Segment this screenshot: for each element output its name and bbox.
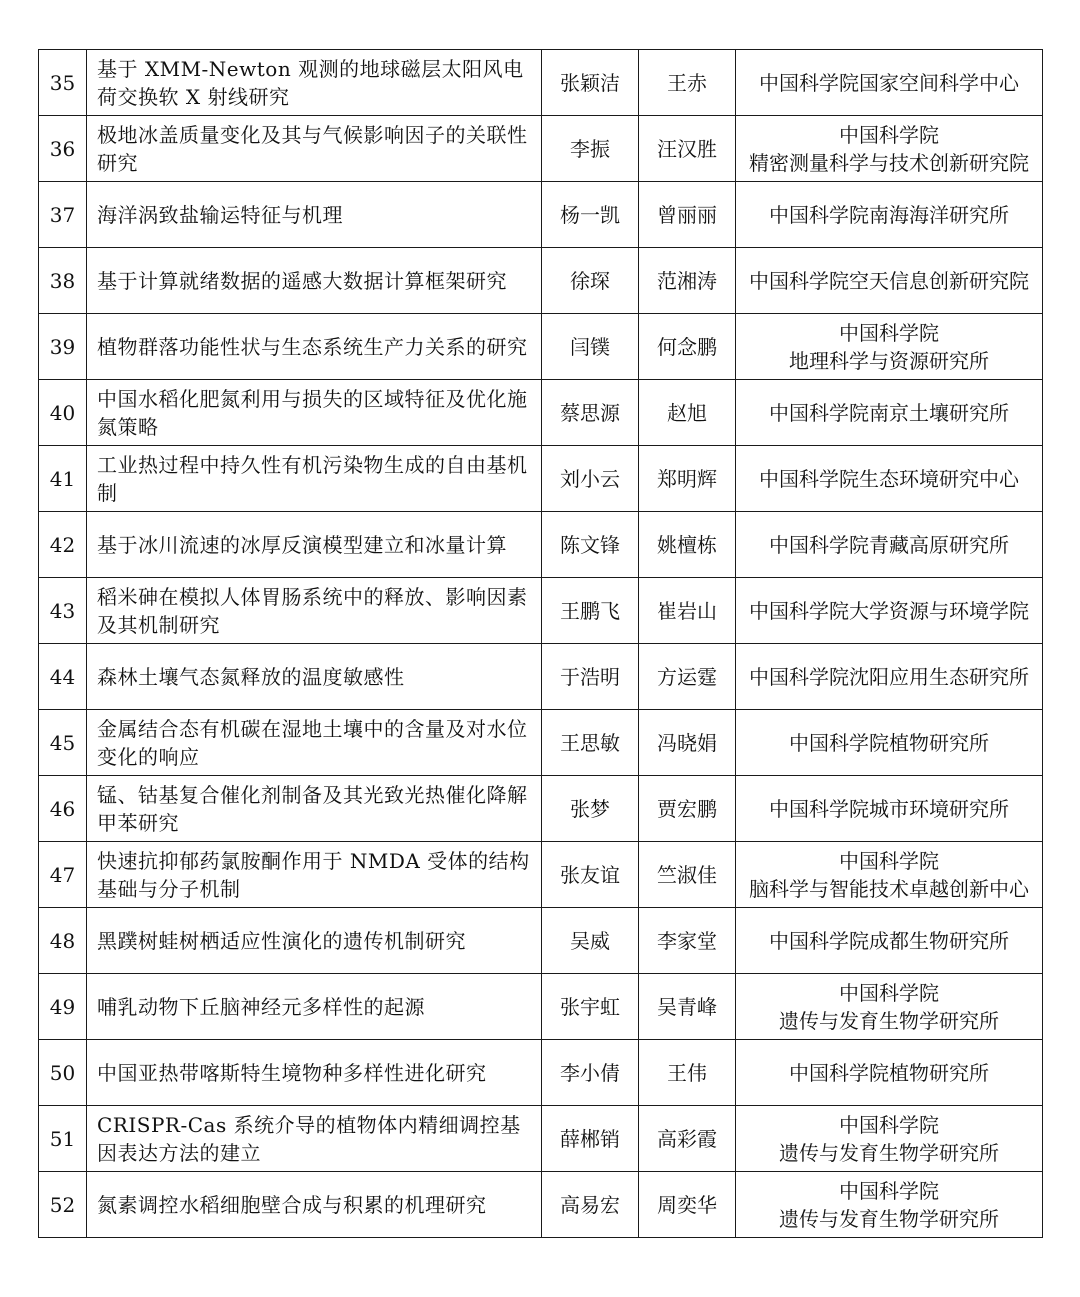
table-body [39, 50, 1043, 1238]
table-row [39, 1040, 1043, 1106]
student-name: 闫镤 [542, 314, 639, 380]
supervisor-name: 赵旭 [639, 380, 736, 446]
student-name: 张宇虹 [542, 974, 639, 1040]
project-title: CRISPR-Cas 系统介导的植物体内精细调控基因表达方法的建立 [87, 1106, 542, 1172]
row-number: 39 [39, 314, 87, 380]
institution [736, 1106, 1043, 1172]
institution-line: 中国科学院空天信息创新研究院 [749, 268, 1029, 293]
table-row [39, 908, 1043, 974]
institution [736, 182, 1043, 248]
institution-line: 中国科学院 [839, 848, 939, 873]
table-row [39, 1172, 1043, 1238]
row-number: 36 [39, 116, 87, 182]
institution [736, 710, 1043, 776]
project-title: 中国水稻化肥氮利用与损失的区域特征及优化施氮策略 [87, 380, 542, 446]
supervisor-name: 王伟 [639, 1040, 736, 1106]
project-title: 中国亚热带喀斯特生境物种多样性进化研究 [87, 1040, 542, 1106]
institution-line: 中国科学院 [839, 1112, 939, 1137]
supervisor-name: 王赤 [639, 50, 736, 116]
project-title: 森林土壤气态氮释放的温度敏感性 [87, 644, 542, 710]
row-number: 42 [39, 512, 87, 578]
row-number: 52 [39, 1172, 87, 1238]
institution-line: 中国科学院青藏高原研究所 [769, 532, 1009, 557]
student-name: 于浩明 [542, 644, 639, 710]
institution-line: 中国科学院南京土壤研究所 [769, 400, 1009, 425]
project-title: 极地冰盖质量变化及其与气候影响因子的关联性研究 [87, 116, 542, 182]
row-number: 48 [39, 908, 87, 974]
table-row [39, 644, 1043, 710]
institution [736, 50, 1043, 116]
row-number: 49 [39, 974, 87, 1040]
institution [736, 248, 1043, 314]
institution [736, 578, 1043, 644]
student-name: 王思敏 [542, 710, 639, 776]
student-name: 张友谊 [542, 842, 639, 908]
institution-line: 脑科学与智能技术卓越创新中心 [749, 876, 1029, 901]
project-title: 基于计算就绪数据的遥感大数据计算框架研究 [87, 248, 542, 314]
project-title: 植物群落功能性状与生态系统生产力关系的研究 [87, 314, 542, 380]
supervisor-name: 姚檀栋 [639, 512, 736, 578]
row-number: 47 [39, 842, 87, 908]
project-title: 工业热过程中持久性有机污染物生成的自由基机制 [87, 446, 542, 512]
row-number: 50 [39, 1040, 87, 1106]
table-row [39, 380, 1043, 446]
student-name: 王鹏飞 [542, 578, 639, 644]
project-title: 黑蹼树蛙树栖适应性演化的遗传机制研究 [87, 908, 542, 974]
institution [736, 314, 1043, 380]
supervisor-name: 竺淑佳 [639, 842, 736, 908]
institution [736, 380, 1043, 446]
student-name: 张梦 [542, 776, 639, 842]
student-name: 李小倩 [542, 1040, 639, 1106]
supervisor-name: 汪汉胜 [639, 116, 736, 182]
row-number: 51 [39, 1106, 87, 1172]
student-name: 薛郴销 [542, 1106, 639, 1172]
row-number: 40 [39, 380, 87, 446]
institution-line: 中国科学院南海海洋研究所 [769, 202, 1009, 227]
institution [736, 908, 1043, 974]
table-row [39, 776, 1043, 842]
table-row [39, 710, 1043, 776]
project-title: 基于冰川流速的冰厚反演模型建立和冰量计算 [87, 512, 542, 578]
project-title: 金属结合态有机碳在湿地土壤中的含量及对水位变化的响应 [87, 710, 542, 776]
institution [736, 116, 1043, 182]
table-row [39, 1106, 1043, 1172]
supervisor-name: 郑明辉 [639, 446, 736, 512]
institution [736, 644, 1043, 710]
project-title: 锰、钴基复合催化剂制备及其光致光热催化降解甲苯研究 [87, 776, 542, 842]
row-number: 43 [39, 578, 87, 644]
project-title: 海洋涡致盐输运特征与机理 [87, 182, 542, 248]
institution-line: 中国科学院植物研究所 [789, 730, 989, 755]
table-row [39, 842, 1043, 908]
table-row [39, 50, 1043, 116]
institution [736, 776, 1043, 842]
institution-line: 中国科学院 [839, 122, 939, 147]
award-table [38, 49, 1043, 1238]
row-number: 46 [39, 776, 87, 842]
project-title: 基于 XMM-Newton 观测的地球磁层太阳风电荷交换软 X 射线研究 [87, 50, 542, 116]
institution [736, 446, 1043, 512]
institution-line: 中国科学院生态环境研究中心 [759, 466, 1019, 491]
institution [736, 842, 1043, 908]
table-row [39, 446, 1043, 512]
institution-line: 中国科学院大学资源与环境学院 [749, 598, 1029, 623]
row-number: 35 [39, 50, 87, 116]
institution [736, 1040, 1043, 1106]
supervisor-name: 周奕华 [639, 1172, 736, 1238]
supervisor-name: 李家堂 [639, 908, 736, 974]
student-name: 徐琛 [542, 248, 639, 314]
student-name: 陈文锋 [542, 512, 639, 578]
student-name: 杨一凯 [542, 182, 639, 248]
row-number: 44 [39, 644, 87, 710]
institution-line: 中国科学院沈阳应用生态研究所 [749, 664, 1029, 689]
student-name: 蔡思源 [542, 380, 639, 446]
institution-line: 中国科学院 [839, 980, 939, 1005]
supervisor-name: 何念鹏 [639, 314, 736, 380]
institution [736, 1172, 1043, 1238]
supervisor-name: 崔岩山 [639, 578, 736, 644]
institution-line: 遗传与发育生物学研究所 [779, 1008, 999, 1033]
student-name: 刘小云 [542, 446, 639, 512]
project-title: 氮素调控水稻细胞壁合成与积累的机理研究 [87, 1172, 542, 1238]
institution-line: 中国科学院 [839, 1178, 939, 1203]
table-row [39, 116, 1043, 182]
supervisor-name: 曾丽丽 [639, 182, 736, 248]
supervisor-name: 高彩霞 [639, 1106, 736, 1172]
supervisor-name: 吴青峰 [639, 974, 736, 1040]
institution-line: 中国科学院植物研究所 [789, 1060, 989, 1085]
institution-line: 中国科学院 [839, 320, 939, 345]
project-title: 哺乳动物下丘脑神经元多样性的起源 [87, 974, 542, 1040]
project-title: 稻米砷在模拟人体胃肠系统中的释放、影响因素及其机制研究 [87, 578, 542, 644]
table-row [39, 314, 1043, 380]
institution [736, 512, 1043, 578]
institution-line: 地理科学与资源研究所 [789, 348, 989, 373]
supervisor-name: 贾宏鹏 [639, 776, 736, 842]
institution-line: 遗传与发育生物学研究所 [779, 1206, 999, 1231]
supervisor-name: 方运霆 [639, 644, 736, 710]
student-name: 高易宏 [542, 1172, 639, 1238]
table-row [39, 512, 1043, 578]
supervisor-name: 冯晓娟 [639, 710, 736, 776]
row-number: 41 [39, 446, 87, 512]
project-title: 快速抗抑郁药氯胺酮作用于 NMDA 受体的结构基础与分子机制 [87, 842, 542, 908]
row-number: 37 [39, 182, 87, 248]
institution-line: 精密测量科学与技术创新研究院 [749, 150, 1029, 175]
row-number: 38 [39, 248, 87, 314]
row-number: 45 [39, 710, 87, 776]
table-row [39, 248, 1043, 314]
table-row [39, 974, 1043, 1040]
student-name: 张颖洁 [542, 50, 639, 116]
institution-line: 遗传与发育生物学研究所 [779, 1140, 999, 1165]
student-name: 李振 [542, 116, 639, 182]
institution-line: 中国科学院城市环境研究所 [769, 796, 1009, 821]
institution-line: 中国科学院国家空间科学中心 [759, 70, 1019, 95]
institution-line: 中国科学院成都生物研究所 [769, 928, 1009, 953]
student-name: 吴威 [542, 908, 639, 974]
supervisor-name: 范湘涛 [639, 248, 736, 314]
institution [736, 974, 1043, 1040]
table-row [39, 578, 1043, 644]
table-row [39, 182, 1043, 248]
